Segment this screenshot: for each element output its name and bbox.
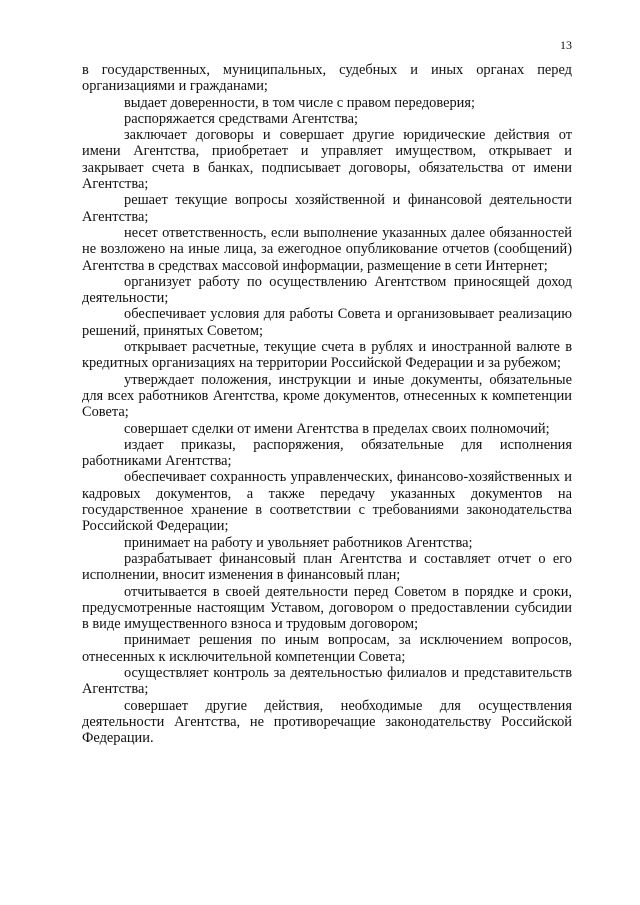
paragraph-current-issues: решает текущие вопросы хозяйственной и финансовой деятельности Агентства; xyxy=(82,192,572,225)
paragraph-regulations: утверждает положения, инструкции и иные документы, обязательные для всех работников Агентства, кроме документов, отнесенных к компетенции Совета; xyxy=(82,371,572,421)
paragraph-manage-funds: распоряжается средствами Агентства; xyxy=(124,110,358,127)
paragraph-financial-plan: разрабатывает финансовый план Агентства и составляет отчет о его исполнении, вносит изменения в финансовый план; xyxy=(82,550,572,584)
paragraph-orders: издает приказы, распоряжения, обязательные для исполнения работниками Агентства; xyxy=(82,436,572,470)
paragraph-other-decisions: принимает решения по иным вопросам, за исключением вопросов, отнесенных к исключительной компетенции Совета; xyxy=(82,632,572,665)
paragraph-power-of-attorney: выдает доверенности, в том числе с правом передоверия; xyxy=(124,94,475,111)
page-number: 13 xyxy=(560,38,572,52)
paragraph-contracts: заключает договоры и совершает другие юридические действия от имени Агентства, приобретает и управляет имуществом, открывает и закрывает счета в банках, подписывает договоры, обязательства от имени Агентства; xyxy=(82,127,572,193)
paragraph-continuation: в государственных, муниципальных, судебных и иных органах перед организациями и гражданами; xyxy=(82,62,572,95)
paragraph-hiring: принимает на работу и увольняет работников Агентства; xyxy=(124,534,473,551)
paragraph-other-actions: совершает другие действия, необходимые для осуществления деятельности Агентства, не противоречащие законодательству Российской Федерации. xyxy=(82,697,572,747)
paragraph-document-safety: обеспечивает сохранность управленческих, финансово-хозяйственных и кадровых документов, а также передачу указанных документов на государственное хранение в соответствии с требованиями законодательства Российской Федерации; xyxy=(82,469,572,535)
paragraph-transactions: совершает сделки от имени Агентства в пределах своих полномочий; xyxy=(124,420,550,437)
paragraph-reporting: отчитывается в своей деятельности перед Советом в порядке и сроки, предусмотренные настоящим Уставом, договором о предоставлении субсидии в виде имущественного взноса и трудовым договором; xyxy=(82,583,572,633)
paragraph-responsibility: несет ответственность, если выполнение указанных далее обязанностей не возложено на иные лица, за ежегодное опубликование отчетов (сообщений) Агентства в средствах массовой информации, размещение в сети Интернет; xyxy=(82,224,572,274)
paragraph-income-activity: организует работу по осуществлению Агентством приносящей доход деятельности; xyxy=(82,273,572,307)
document-text-body xyxy=(82,62,572,746)
paragraph-council-conditions: обеспечивает условия для работы Совета и организовывает реализацию решений, принятых Советом; xyxy=(82,306,572,339)
paragraph-bank-accounts: открывает расчетные, текущие счета в рублях и иностранной валюте в кредитных организациях на территории Российской Федерации и за рубежом; xyxy=(82,339,572,372)
paragraph-branch-control: осуществляет контроль за деятельностью филиалов и представительств Агентства; xyxy=(82,664,572,698)
